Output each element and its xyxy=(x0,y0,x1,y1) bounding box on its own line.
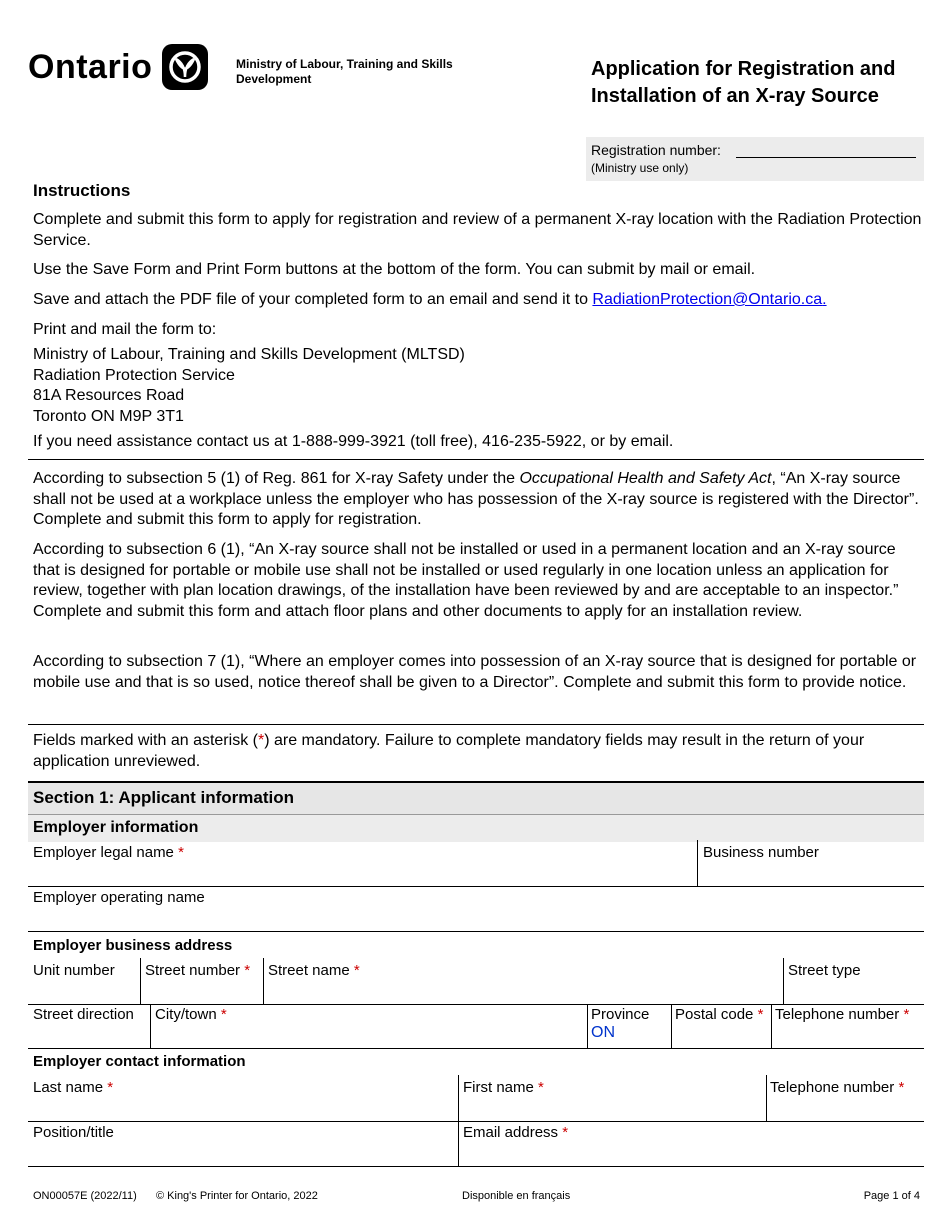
asterisk: * xyxy=(898,1079,905,1096)
unit-number-input[interactable] xyxy=(28,958,140,1004)
mandatory-note-prefix: Fields marked with an asterisk ( xyxy=(33,732,258,749)
registration-label: Registration number: xyxy=(591,142,721,158)
employer-info-header xyxy=(28,814,924,842)
asterisk: * xyxy=(220,1006,227,1023)
asterisk: * xyxy=(257,732,265,749)
instructions-p1: Complete and submit this form to apply for registration and review of a permanent X-ray location with the Radiation Protection Service. xyxy=(33,211,922,249)
legal-name-label-text: Employer legal name xyxy=(33,844,174,861)
copyright: © King's Printer for Ontario, 2022 xyxy=(156,1190,318,1202)
contact-info-heading: Employer contact information xyxy=(33,1053,246,1070)
street-number-input[interactable] xyxy=(141,958,263,1004)
province-label: Province xyxy=(591,1006,650,1023)
street-number-label-text: Street number xyxy=(145,962,241,979)
mandatory-note xyxy=(33,731,923,772)
address-line-2: Radiation Protection Service xyxy=(33,367,235,384)
business-number-input[interactable] xyxy=(699,842,924,886)
street-name-label-text: Street name xyxy=(268,962,350,979)
form-title: Application for Registration and Installation of an X-ray Source xyxy=(591,58,896,107)
instructions-heading: Instructions xyxy=(33,181,131,200)
asterisk: * xyxy=(538,1079,544,1096)
instructions-p3-prefix: Save and attach the PDF file of your completed form to an email and send it to xyxy=(33,291,593,308)
street-name-input[interactable] xyxy=(264,958,783,1004)
registration-box xyxy=(586,137,924,181)
first-name-input[interactable] xyxy=(459,1075,766,1121)
page-number: Page 1 of 4 xyxy=(863,1190,920,1202)
city-input[interactable] xyxy=(151,1004,587,1048)
street-type-input[interactable] xyxy=(784,958,924,1004)
operating-name-label: Employer operating name xyxy=(33,889,205,906)
divider xyxy=(587,1004,588,1048)
section-1-title: Section 1: Applicant information xyxy=(33,788,294,807)
legal-name-input[interactable] xyxy=(28,842,696,886)
instructions-p2: Use the Save Form and Print Form buttons at the bottom of the form. You can submit by mail or email. xyxy=(33,261,756,278)
last-name-label-text: Last name xyxy=(33,1079,104,1096)
divider xyxy=(28,459,924,460)
legal-s5-prefix: According to subsection 5 (1) of Reg. 861 for X-ray Safety under the xyxy=(33,470,520,487)
business-number-label: Business number xyxy=(703,844,819,861)
position-input[interactable] xyxy=(28,1122,458,1166)
instructions-p3-suffix: . xyxy=(822,291,827,308)
province-value: ON xyxy=(591,1024,615,1041)
employer-info-title: Employer information xyxy=(33,819,199,836)
street-direction-input[interactable] xyxy=(28,1004,150,1048)
divider xyxy=(28,1166,924,1167)
asterisk: * xyxy=(244,962,251,979)
telephone-input[interactable] xyxy=(772,1004,924,1048)
asterisk: * xyxy=(353,962,360,979)
asterisk: * xyxy=(178,844,184,861)
address-line-4: Toronto ON M9P 3T1 xyxy=(33,408,184,425)
asterisk: * xyxy=(757,1006,764,1023)
assistance-text: If you need assistance contact us at 1-888-999-3921 (toll free), 416-235-5922, or by email. xyxy=(33,433,674,450)
divider xyxy=(28,724,924,725)
email-label-text: Email address xyxy=(463,1124,559,1141)
mandatory-note-suffix: ) are mandatory. Failure to complete mandatory fields may result in the return of your application unreviewed. xyxy=(33,732,865,770)
business-address-heading: Employer business address xyxy=(33,937,233,954)
contact-telephone-label-text: Telephone number xyxy=(770,1079,895,1096)
email-input[interactable] xyxy=(459,1122,924,1166)
email-link[interactable]: RadiationProtection@Ontario.ca xyxy=(592,291,823,308)
address-line-3: 81A Resources Road xyxy=(33,387,185,404)
registration-note: (Ministry use only) xyxy=(591,161,689,175)
contact-telephone-input[interactable] xyxy=(767,1075,924,1121)
position-label: Position/title xyxy=(33,1124,114,1141)
section-1-header xyxy=(28,781,924,815)
legal-s5 xyxy=(33,469,923,531)
legal-s6: According to subsection 6 (1), “An X-ray source shall not be installed or used in a permanent location and an X-ray source that is designed for portable or mobile use shall not be installed or used regularly in one location unless an application for review, together with plan location drawings, of the installation have been reviewed by and are acceptable to an inspector.” Complete and submit this form and attach floor plans and other documents to apply for an installation review. xyxy=(33,541,899,620)
street-type-label: Street type xyxy=(788,962,861,979)
ontario-logo-text: Ontario xyxy=(28,48,153,86)
last-name-input[interactable] xyxy=(28,1075,458,1121)
divider xyxy=(28,1048,924,1049)
legal-s5-suffix: , “An X-ray source shall not be used at a workplace unless the employer who has possession of the X-ray source is registered with the Director”. Complete and submit this form to apply for registration. xyxy=(33,470,919,528)
ministry-name: Ministry of Labour, Training and Skills Development xyxy=(236,57,453,86)
asterisk: * xyxy=(107,1079,114,1096)
instructions-p3 xyxy=(33,290,923,311)
divider xyxy=(697,840,698,886)
asterisk: * xyxy=(562,1124,569,1141)
form-id: ON00057E (2022/11) xyxy=(33,1190,137,1202)
trillium-icon xyxy=(162,44,208,90)
telephone-label-text: Telephone number xyxy=(775,1006,900,1023)
unit-number-label: Unit number xyxy=(33,962,115,979)
mail-intro: Print and mail the form to: xyxy=(33,321,217,338)
postal-code-label-text: Postal code xyxy=(675,1006,754,1023)
french-available: Disponible en français xyxy=(462,1190,571,1202)
city-label-text: City/town xyxy=(155,1006,217,1023)
street-direction-label: Street direction xyxy=(33,1006,134,1023)
first-name-label-text: First name xyxy=(463,1079,534,1096)
registration-input[interactable] xyxy=(736,157,916,158)
divider xyxy=(28,931,924,932)
legal-s5-act: Occupational Health and Safety Act xyxy=(519,470,772,487)
asterisk: * xyxy=(903,1006,910,1023)
operating-name-input[interactable] xyxy=(28,887,924,931)
address-line-1: Ministry of Labour, Training and Skills Development (MLTSD) xyxy=(33,346,465,363)
postal-code-input[interactable] xyxy=(672,1004,771,1048)
legal-s7: According to subsection 7 (1), “Where an employer comes into possession of an X-ray source that is designed for portable or mobile use and that is so used, notice thereof shall be given to a Director”. Complete and submit this form to provide notice. xyxy=(33,653,917,691)
